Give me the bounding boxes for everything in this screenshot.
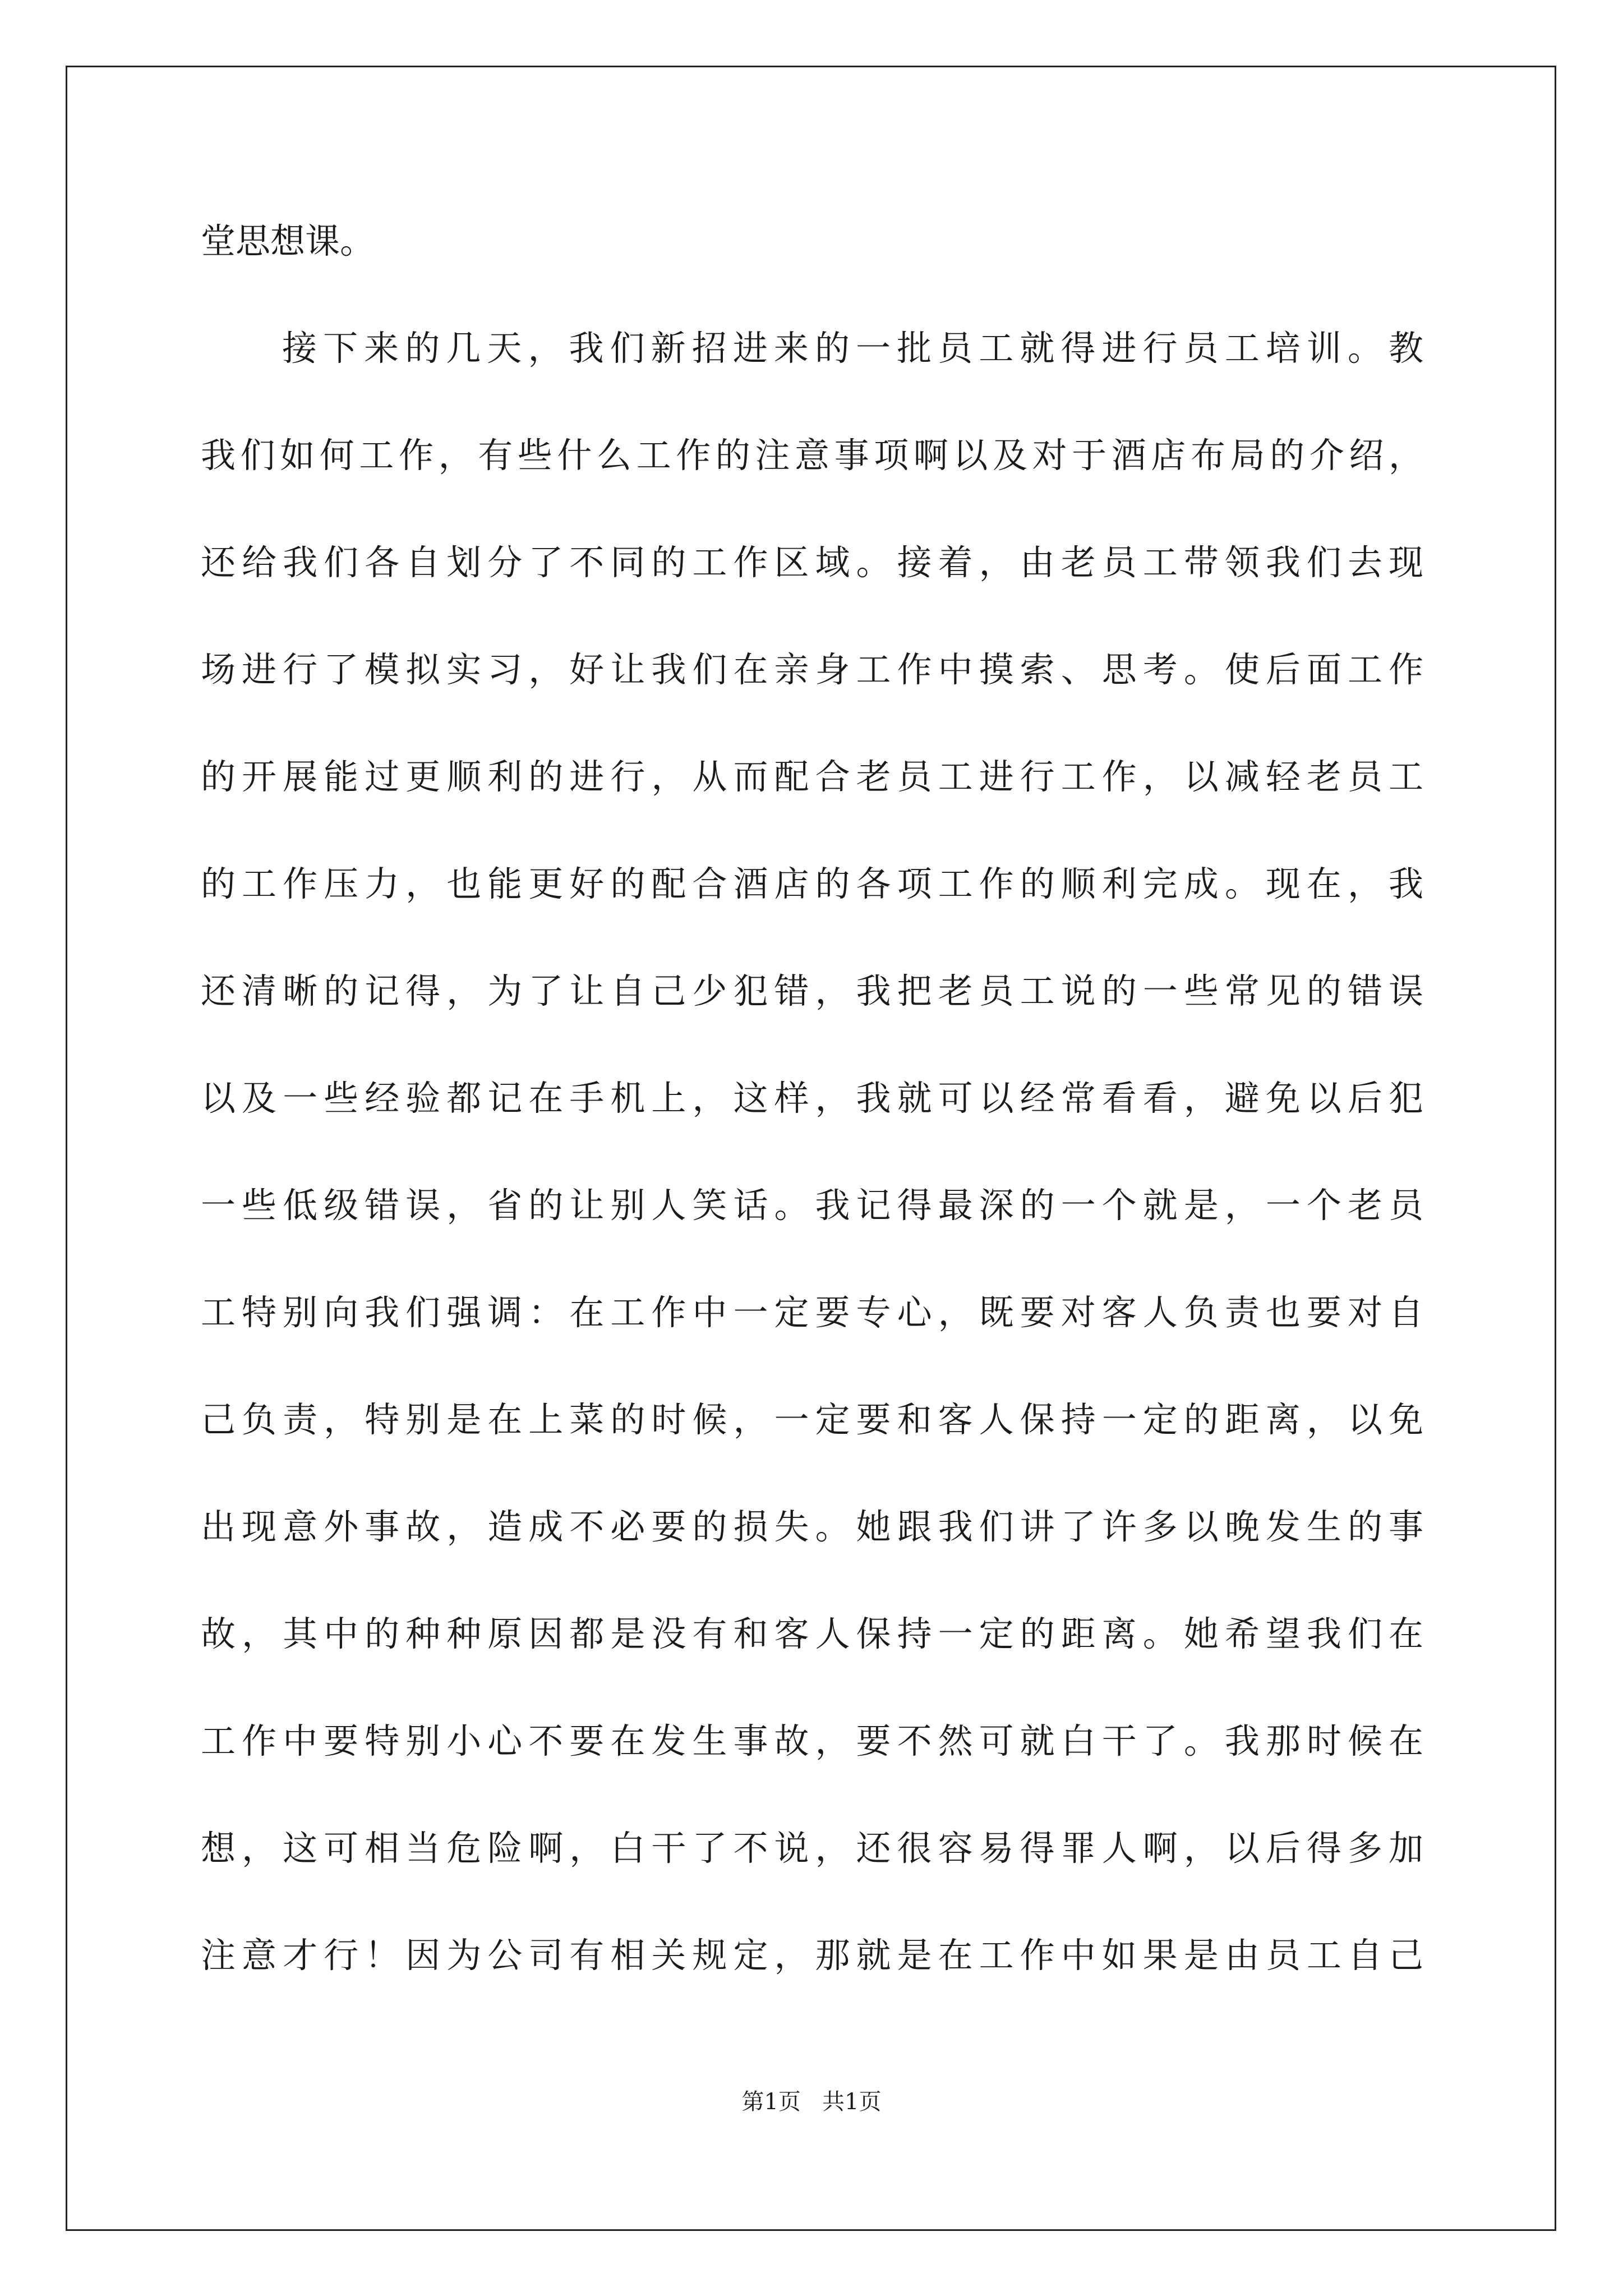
- text-line: 堂思想课。: [201, 220, 375, 261]
- text-line: 场进行了模拟实习，好让我们在亲身工作中摸索、思考。使后面工作: [201, 649, 1423, 690]
- document-body: [201, 213, 1423, 2035]
- text-line: 故，其中的种种原因都是没有和客人保持一定的距离。她希望我们在: [201, 1613, 1423, 1654]
- text-line: 还清晰的记得，为了让自己少犯错，我把老员工说的一些常见的错误: [201, 970, 1423, 1011]
- text-line: 想，这可相当危险啊，白干了不说，还很容易得罪人啊，以后得多加: [201, 1828, 1423, 1869]
- text-line: 己负责，特别是在上菜的时候，一定要和客人保持一定的距离，以免: [201, 1399, 1423, 1440]
- text-line: 还给我们各自划分了不同的工作区域。接着，由老员工带领我们去现: [201, 542, 1423, 583]
- text-line: 以及一些经验都记在手机上，这样，我就可以经常看看，避免以后犯: [201, 1078, 1423, 1119]
- text-line: 接下来的几天，我们新招进来的一批员工就得进行员工培训。教: [282, 328, 1423, 369]
- page-number-footer: 第1页 共1页: [741, 2089, 882, 2115]
- text-line: 一些低级错误，省的让别人笑话。我记得最深的一个就是，一个老员: [201, 1185, 1423, 1226]
- text-line: 工作中要特别小心不要在发生事故，要不然可就白干了。我那时候在: [201, 1720, 1423, 1761]
- text-line: 注意才行！因为公司有相关规定，那就是在工作中如果是由员工自己: [201, 1935, 1423, 1976]
- text-line: 工特别向我们强调：在工作中一定要专心，既要对客人负责也要对自: [201, 1292, 1423, 1333]
- text-line: 出现意外事故，造成不必要的损失。她跟我们讲了许多以晚发生的事: [201, 1506, 1423, 1547]
- text-line: 的工作压力，也能更好的配合酒店的各项工作的顺利完成。现在，我: [201, 863, 1423, 904]
- text-line: 的开展能过更顺利的进行，从而配合老员工进行工作，以减轻老员工: [201, 756, 1423, 797]
- text-line: 我们如何工作，有些什么工作的注意事项啊以及对于酒店布局的介绍，: [201, 435, 1423, 476]
